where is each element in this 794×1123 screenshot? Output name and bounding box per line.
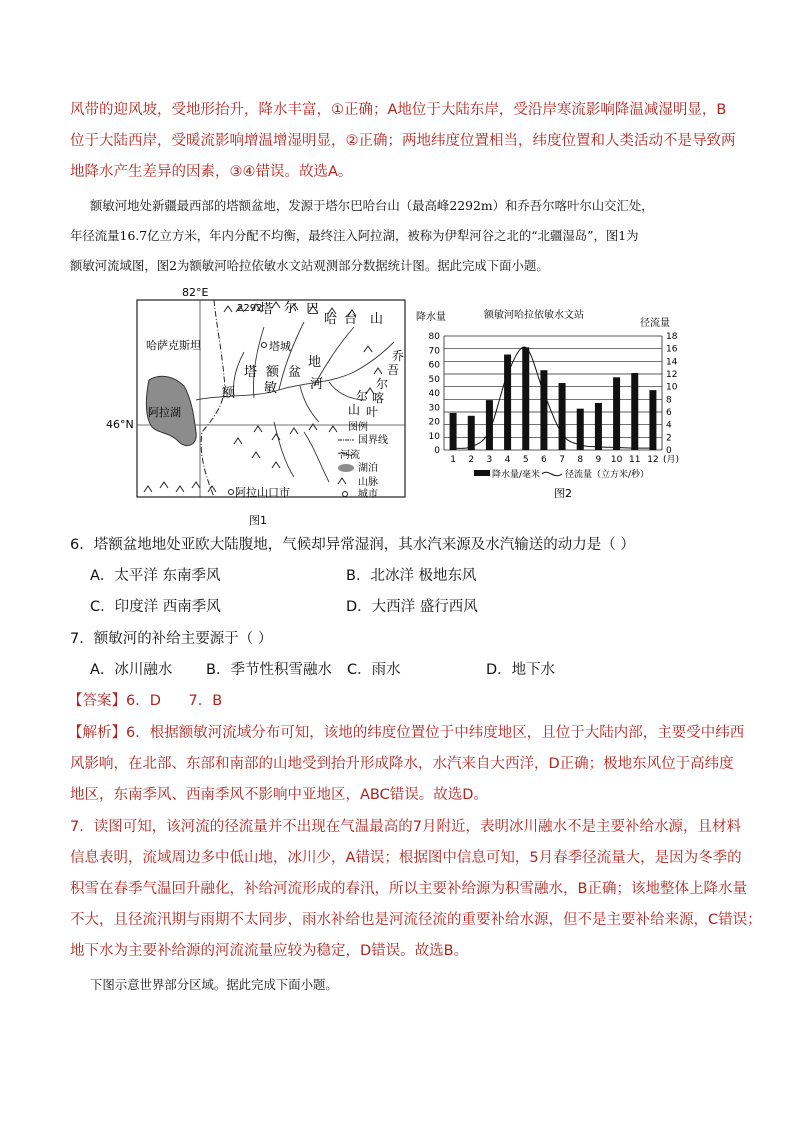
right-tick-label: 6: [666, 408, 672, 418]
right-tick-label: 2: [666, 433, 672, 444]
intro-line-1: 额敏河地处新疆最西部的塔额盆地，发源于塔尔巴哈台山（最高峰2292m）和乔吾尔喀叶尔山交汇处，: [90, 198, 654, 213]
latitude-label: 46°N: [106, 418, 134, 431]
precip-bar: [595, 403, 602, 450]
peak-elevation-label: 2292: [237, 303, 263, 314]
precip-bar: [559, 383, 566, 450]
legend-bar-swatch: [474, 470, 490, 476]
month-tick-label: 8: [577, 455, 584, 465]
mountain-north-c0: 塔: [260, 302, 274, 317]
answer-tag: 【答案】: [68, 693, 126, 709]
month-tick-label: 12: [647, 455, 659, 465]
legend-border: 国界线: [358, 435, 388, 446]
analysis-line-4: 7．读图可知，该河流的径流量并不出现在气温最高的7月附近，表明冰川融水不是主要补给水源，且材料: [70, 819, 741, 835]
month-tick-label: 2: [468, 455, 475, 465]
left-tick-label: 60: [428, 360, 440, 371]
lake-label: 阿拉湖: [148, 406, 181, 419]
precip-bar: [649, 390, 656, 450]
month-tick-label: 7: [559, 455, 565, 465]
q6-option-a[interactable]: A．太平洋 东南季风: [90, 568, 221, 584]
legend-line-swatch: [542, 472, 562, 475]
country-label: 哈萨克斯坦: [146, 339, 201, 352]
analysis-line-5: 信息表明，流域周边多中低山地，冰川少，A错误；根据图中信息可知，5月春季径流量大，是因为冬季的: [70, 850, 742, 866]
river-c1: 敏: [264, 381, 278, 396]
prev-analysis-line-1: 风带的迎风坡，受地形抬升，降水丰富，①正确；A地位于大陆东岸，受沿岸寒流影响降温减湿明显，B: [70, 102, 727, 118]
analysis-tag: 【解析】: [68, 725, 126, 741]
basin-c1: 额: [266, 365, 280, 380]
legend-line-label: 径流量（立方米/秒）: [565, 470, 650, 480]
month-tick-label: 1: [450, 455, 456, 465]
map-caption: 图1: [249, 514, 267, 527]
right-axis-label: 径流量: [640, 318, 670, 329]
mountain-east-c4: 叶: [366, 405, 379, 419]
right-tick-label: 14: [666, 357, 678, 368]
right-tick-label: 18: [666, 332, 678, 342]
left-tick-label: 70: [428, 346, 440, 357]
river-c0: 额: [222, 386, 236, 401]
intro-line-3: 额敏河流域图，图2为额敏河哈拉依敏水文站观测部分数据统计图。据此完成下面小题。: [70, 258, 549, 273]
intro-line-2: 年径流量16.7亿立方米，年内分配不均衡，最终注入阿拉湖，被称为伊犁河谷之北的“北疆湿岛”，图1为: [70, 228, 639, 243]
precip-bar: [613, 377, 620, 450]
q6-option-b[interactable]: B．北冰洋 极地东风: [346, 568, 477, 584]
mountain-east-c0: 乔: [392, 349, 405, 363]
mountain-east-c3: 喀: [372, 391, 385, 405]
month-tick-label: 10: [610, 455, 623, 465]
left-tick-label: 10: [428, 431, 440, 442]
basin-map: [104, 282, 414, 530]
answer-text: 6．D 7．B: [126, 693, 223, 709]
precip-bar: [450, 413, 457, 450]
precip-bar: [522, 347, 529, 450]
basin-c3: 地: [308, 355, 322, 370]
month-tick-label: 11: [629, 455, 641, 465]
mountain-east-c1: 吾: [387, 363, 400, 377]
longitude-label: 82°E: [182, 286, 209, 299]
basin-c2: 盆: [288, 365, 302, 380]
city-pass-dot: [229, 490, 234, 495]
hydro-chart: [414, 298, 694, 504]
mountain-north-c2: 巴: [306, 302, 320, 317]
mountain-north-c4: 台: [344, 312, 358, 327]
right-tick-label: 4: [666, 420, 672, 431]
chart-title: 额敏河哈拉依敏水文站: [484, 310, 584, 321]
basin-c0: 塔: [244, 365, 258, 380]
left-tick-label: 80: [428, 332, 440, 342]
left-tick-label: 20: [428, 417, 440, 428]
legend-lake: 湖泊: [358, 463, 378, 474]
month-tick-label: 5: [522, 455, 529, 465]
q7-stem: 7．额敏河的补给主要源于（ ）: [70, 631, 273, 647]
prev-analysis-line-3: 地降水产生差异的因素，③④错误。故选A。: [70, 164, 353, 180]
city-tacheng-label: 塔城: [269, 340, 291, 353]
month-tick-label: 3: [486, 455, 493, 465]
mountain-east-c5: 尔: [356, 389, 369, 403]
analysis-text-1: 6．根据额敏河流域分布可知，该地的纬度位置位于中纬度地区，且位于大陆内部，主要受中纬西: [126, 725, 745, 741]
mountain-east-c2: 尔: [376, 377, 389, 391]
left-tick-label: 40: [428, 389, 440, 399]
chart-caption: 图2: [554, 487, 572, 500]
analysis-line-2: 风影响，在北部、东部和南部的山地受到抬升形成降水，水汽来自大西洋，D正确；极地东风位于高纬度: [70, 756, 734, 772]
legend-city: 城市: [358, 489, 378, 500]
right-tick-label: 8: [666, 395, 672, 406]
left-tick-label: 30: [428, 403, 440, 414]
legend-river: 河流: [340, 450, 360, 461]
q6-stem: 6．塔额盆地地处亚欧大陆腹地，气候却异常湿润，其水汽来源及水汽输送的动力是（ ）: [70, 537, 635, 553]
q7-option-d[interactable]: D．地下水: [486, 662, 556, 678]
right-tick-label: 10: [666, 382, 678, 393]
q7-option-b[interactable]: B．季节性积雪融水: [206, 662, 332, 678]
runoff-line: [453, 347, 653, 448]
month-tick-label: 4: [504, 455, 511, 465]
mountain-north-c5: 山: [370, 312, 384, 327]
analysis-line-7: 不大，且径流汛期与雨期不太同步，雨水补给也是河流径流的重要补给水源，但不是主要补给来源，C错误；: [70, 912, 762, 928]
right-tick-label: 12: [666, 370, 678, 380]
answer-line: [68, 689, 222, 710]
month-unit-label: (月): [663, 455, 680, 465]
right-tick-label: 16: [666, 344, 678, 355]
q6-option-d[interactable]: D．大西洋 盛行西风: [346, 599, 478, 615]
legend-bar-label: 降水量/毫米: [492, 470, 541, 480]
prev-analysis-line-2: 位于大陆西岸，受暖流影响增温增湿明显，②正确；两地纬度位置相当，纬度位置和人类活动不是导致两: [70, 133, 736, 149]
month-tick-label: 6: [541, 455, 547, 465]
legend-mountain: 山脉: [358, 477, 378, 488]
left-tick-label: 50: [428, 374, 440, 385]
city-pass-label: 阿拉山口市: [235, 486, 290, 499]
mountain-east-c6: 山: [348, 403, 361, 417]
month-tick-label: 9: [595, 455, 602, 465]
left-axis-label: 降水量: [416, 312, 446, 323]
analysis-line-8: 地下水为主要补给源的河流流量应较为稳定，D错误。故选B。: [70, 943, 469, 959]
legend-title: 图例: [348, 422, 368, 433]
analysis-line-6: 积雪在春季气温回升融化，补给河流形成的春汛，所以主要补给源为积雪融水，B正确；该地整体上降水量: [70, 881, 747, 897]
q7-option-a[interactable]: A．冰川融水: [90, 662, 173, 678]
analysis-line-3: 地区，东南季风、西南季风不影响中亚地区，ABC错误。故选D。: [70, 787, 488, 803]
mountain-north-c3: 哈: [324, 312, 338, 327]
next-section-intro: 下图示意世界部分区域。据此完成下面小题。: [90, 977, 338, 992]
precip-bar: [468, 416, 475, 450]
precip-bar: [631, 373, 638, 450]
precip-bar: [540, 370, 547, 450]
analysis-line-1: [68, 721, 744, 742]
left-tick-label: 0: [434, 446, 440, 456]
city-tacheng-dot: [262, 343, 267, 348]
q6-option-c[interactable]: C．印度洋 西南季风: [90, 599, 221, 615]
right-tick-label: 0: [666, 446, 672, 456]
q7-option-c[interactable]: C．雨水: [347, 662, 401, 678]
mountain-north-c1: 尔: [284, 301, 298, 316]
river-c2: 河: [310, 377, 324, 392]
